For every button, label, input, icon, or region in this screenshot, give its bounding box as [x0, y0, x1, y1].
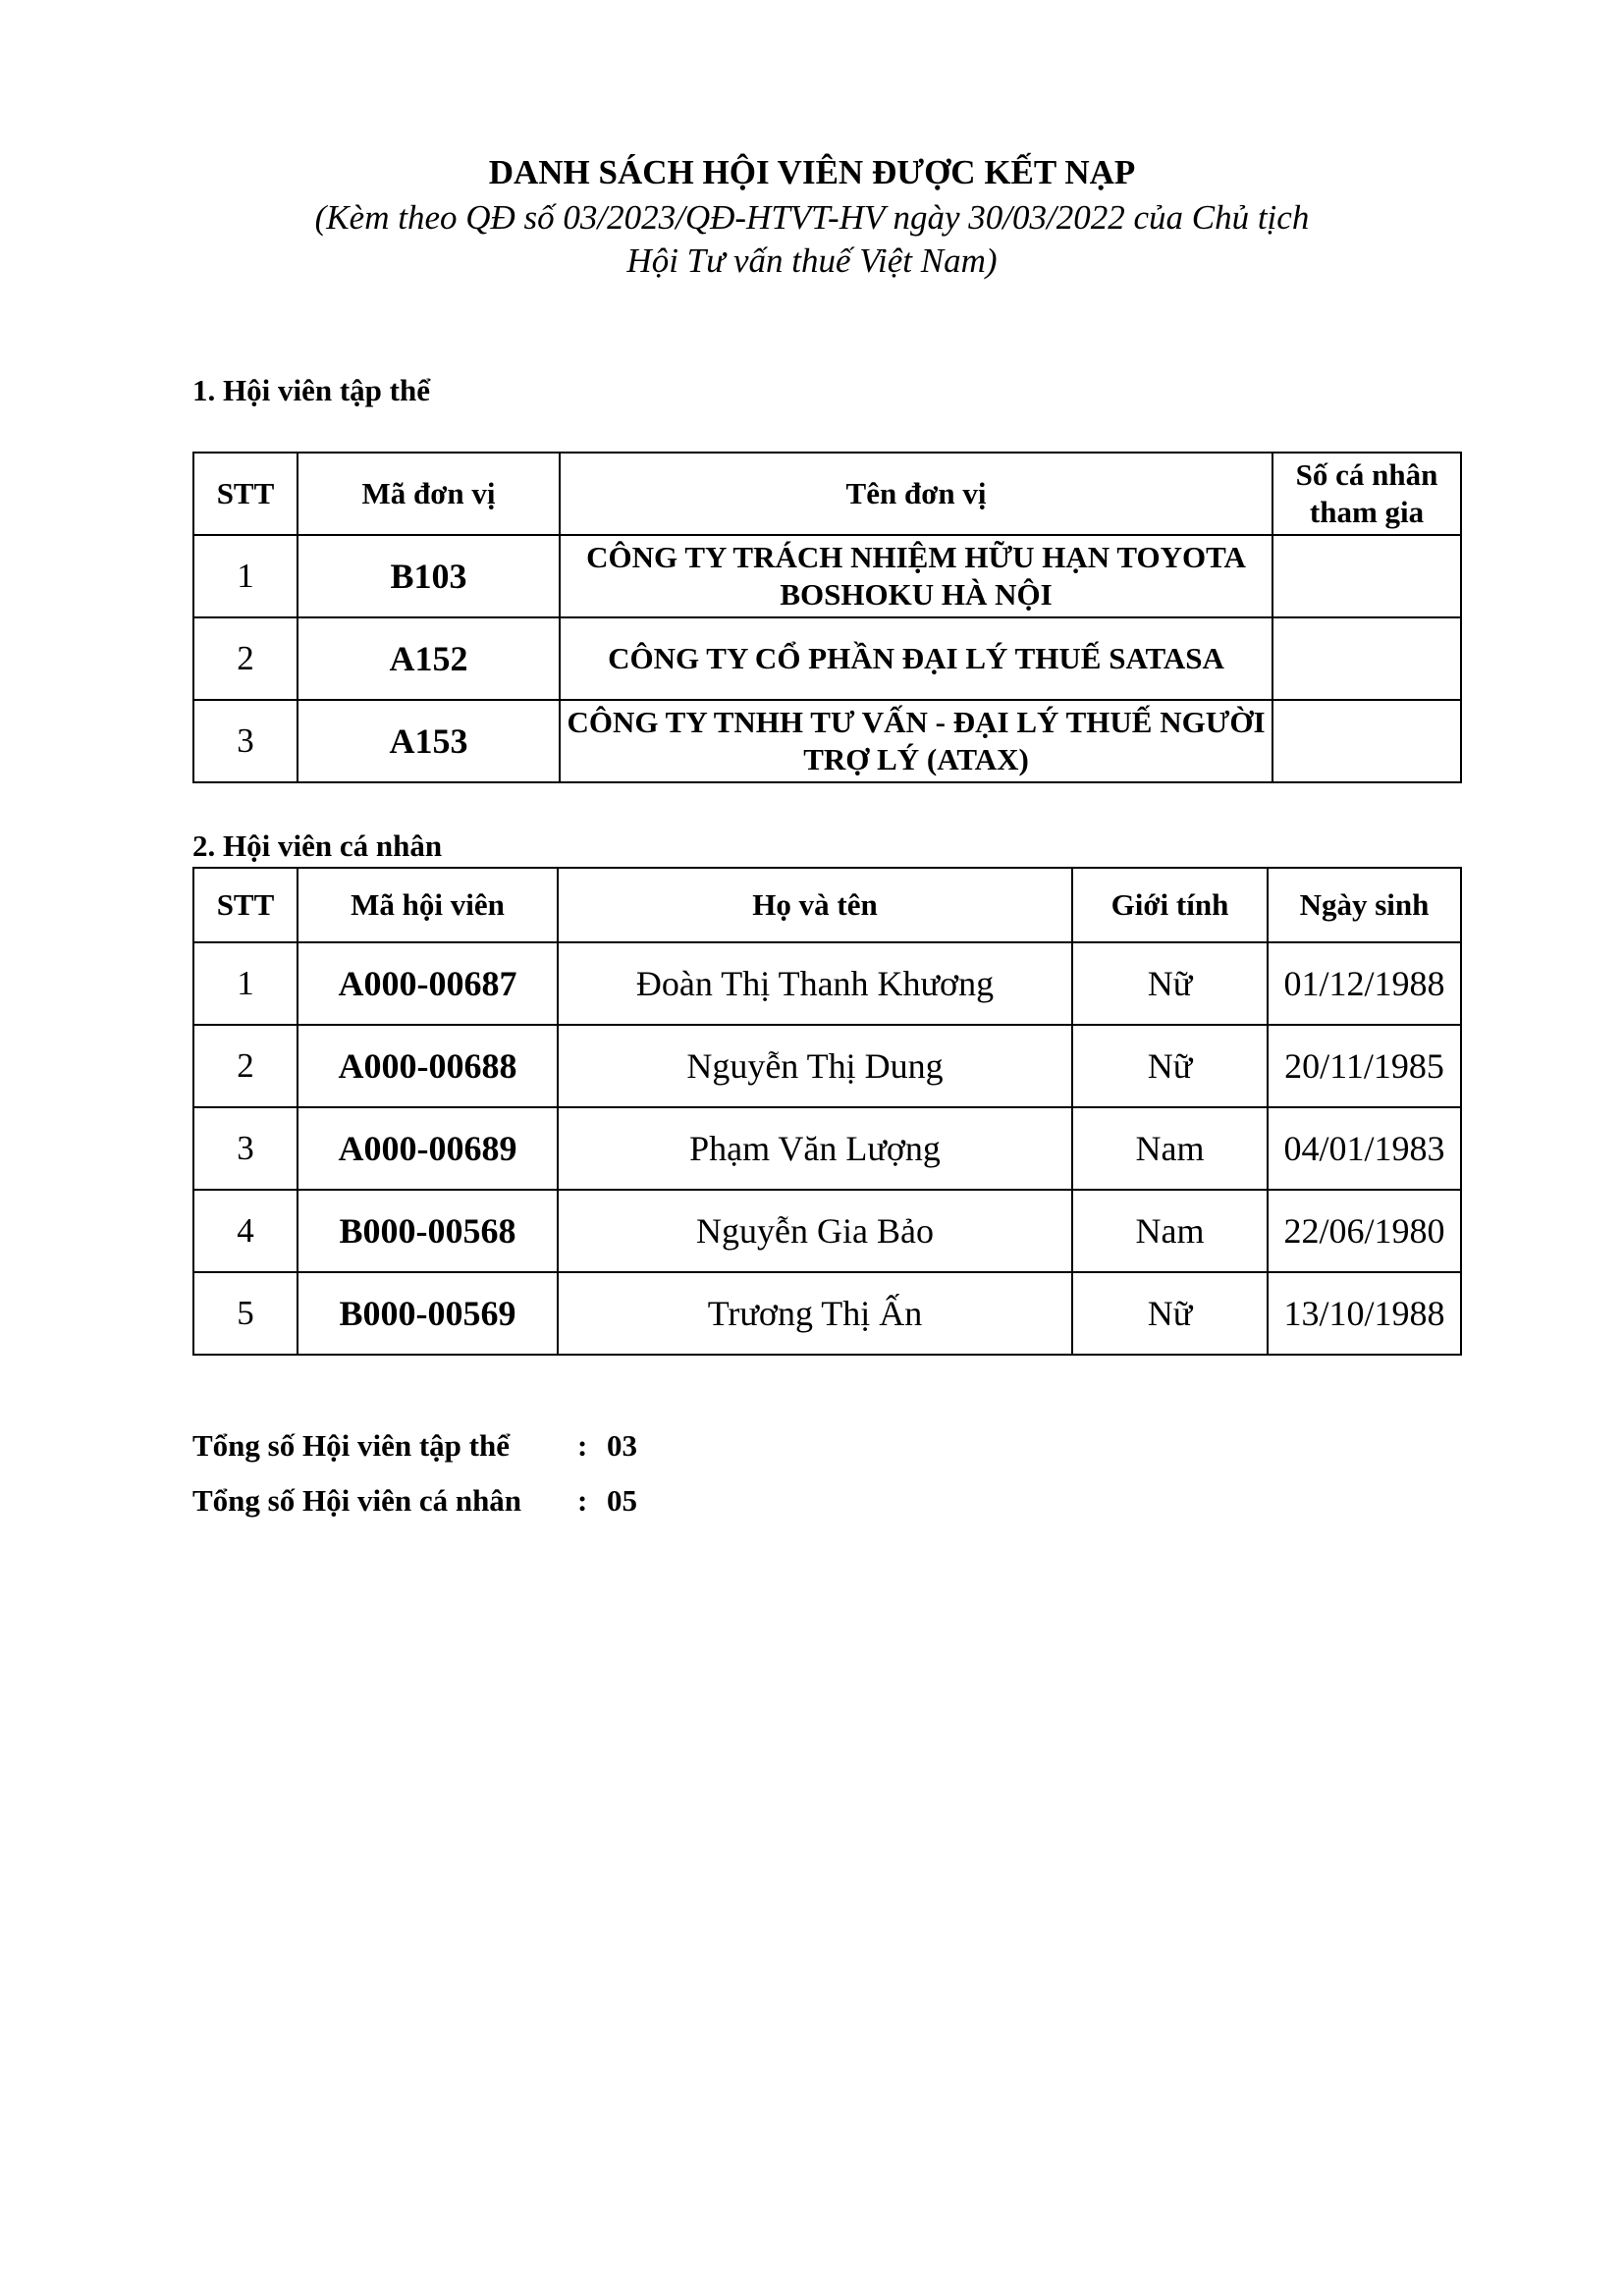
summary-collective-label: Tổng số Hội viên tập thể — [192, 1428, 510, 1463]
table-row — [193, 617, 1461, 700]
cell-stt: 4 — [193, 1190, 298, 1272]
table-row — [193, 1190, 1461, 1272]
cell-unit-code: A153 — [298, 700, 560, 782]
document-title: DANH SÁCH HỘI VIÊN ĐƯỢC KẾT NẠP — [488, 153, 1136, 191]
cell-date-of-birth: 13/10/1988 — [1268, 1272, 1461, 1355]
section-title-collective: 1. Hội viên tập thể — [192, 373, 430, 407]
cell-date-of-birth: 04/01/1983 — [1268, 1107, 1461, 1190]
cell-member-count — [1272, 535, 1461, 617]
document-subtitle — [0, 196, 1624, 283]
table-row — [193, 1025, 1461, 1107]
summary-separator: : — [577, 1428, 588, 1463]
cell-gender: Nam — [1072, 1107, 1268, 1190]
table-row — [193, 942, 1461, 1025]
cell-date-of-birth: 20/11/1985 — [1268, 1025, 1461, 1107]
cell-unit-code: A152 — [298, 617, 560, 700]
column-header-member-code: Mã hội viên — [298, 868, 558, 942]
cell-stt: 2 — [193, 1025, 298, 1107]
table-row — [193, 535, 1461, 617]
cell-stt: 5 — [193, 1272, 298, 1355]
cell-member-count — [1272, 700, 1461, 782]
cell-gender: Nam — [1072, 1190, 1268, 1272]
cell-gender: Nữ — [1072, 1272, 1268, 1355]
cell-gender: Nữ — [1072, 942, 1268, 1025]
cell-gender: Nữ — [1072, 1025, 1268, 1107]
column-header-unit-name: Tên đơn vị — [560, 453, 1272, 535]
summary-individual-total — [192, 1481, 637, 1521]
cell-stt: 1 — [193, 942, 298, 1025]
cell-stt: 3 — [193, 1107, 298, 1190]
cell-stt: 1 — [193, 535, 298, 617]
column-header-gender: Giới tính — [1072, 868, 1268, 942]
column-header-member-count: Số cá nhân tham gia — [1272, 453, 1461, 535]
column-header-stt: STT — [193, 868, 298, 942]
table-row — [193, 1107, 1461, 1190]
column-header-stt: STT — [193, 453, 298, 535]
subtitle-line-1: (Kèm theo QĐ số 03/2023/QĐ-HTVT-HV ngày 30/03/2022 của Chủ tịch — [314, 198, 1310, 237]
cell-member-count — [1272, 617, 1461, 700]
cell-unit-name: CÔNG TY TNHH TƯ VẤN - ĐẠI LÝ THUẾ NGƯỜI TRỢ LÝ (ATAX) — [560, 700, 1272, 782]
cell-full-name: Nguyễn Gia Bảo — [558, 1190, 1072, 1272]
cell-date-of-birth: 01/12/1988 — [1268, 942, 1461, 1025]
collective-members-table — [192, 452, 1462, 783]
cell-full-name: Đoàn Thị Thanh Khương — [558, 942, 1072, 1025]
column-header-full-name: Họ và tên — [558, 868, 1072, 942]
table-header-row — [193, 453, 1461, 535]
individual-members-table — [192, 867, 1462, 1356]
cell-member-code: B000-00569 — [298, 1272, 558, 1355]
cell-stt: 3 — [193, 700, 298, 782]
cell-member-code: A000-00689 — [298, 1107, 558, 1190]
cell-full-name: Nguyễn Thị Dung — [558, 1025, 1072, 1107]
summary-individual-label: Tổng số Hội viên cá nhân — [192, 1483, 522, 1518]
cell-date-of-birth: 22/06/1980 — [1268, 1190, 1461, 1272]
column-header-unit-code: Mã đơn vị — [298, 453, 560, 535]
cell-unit-name: CÔNG TY TRÁCH NHIỆM HỮU HẠN TOYOTA BOSHOKU HÀ NỘI — [560, 535, 1272, 617]
cell-unit-name: CÔNG TY CỔ PHẦN ĐẠI LÝ THUẾ SATASA — [560, 617, 1272, 700]
summary-separator: : — [577, 1483, 588, 1518]
cell-unit-code: B103 — [298, 535, 560, 617]
summary-collective-value: 03 — [607, 1428, 637, 1463]
cell-full-name: Phạm Văn Lượng — [558, 1107, 1072, 1190]
cell-member-code: A000-00688 — [298, 1025, 558, 1107]
summary-individual-value: 05 — [607, 1483, 637, 1518]
subtitle-line-2: Hội Tư vấn thuế Việt Nam) — [626, 241, 998, 280]
cell-full-name: Trương Thị Ấn — [558, 1272, 1072, 1355]
cell-stt: 2 — [193, 617, 298, 700]
column-header-date-of-birth: Ngày sinh — [1268, 868, 1461, 942]
summary-collective-total — [192, 1426, 637, 1466]
cell-member-code: B000-00568 — [298, 1190, 558, 1272]
collective-table-body — [193, 535, 1461, 782]
section-title-individual: 2. Hội viên cá nhân — [192, 828, 443, 863]
table-row — [193, 1272, 1461, 1355]
cell-member-code: A000-00687 — [298, 942, 558, 1025]
individual-table-body — [193, 942, 1461, 1355]
table-row — [193, 700, 1461, 782]
table-header-row — [193, 868, 1461, 942]
